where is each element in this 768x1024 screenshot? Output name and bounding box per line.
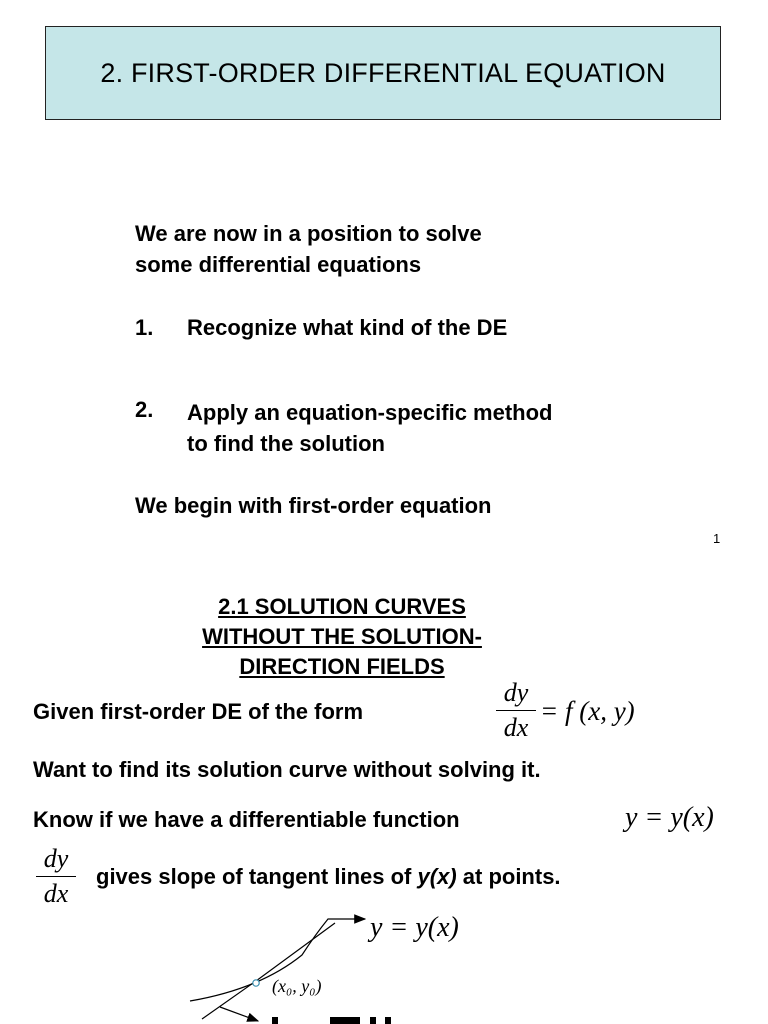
- cut-off-text-fragment: [272, 1017, 278, 1024]
- slope-text-pre: gives slope of tangent lines of: [96, 864, 412, 889]
- tangent-arrow: [220, 1007, 258, 1021]
- cut-off-text-fragment: [385, 1017, 391, 1024]
- know-text: Know if we have a differentiable function: [33, 807, 460, 832]
- intro-line-1: We are now in a position to solve: [135, 221, 482, 246]
- fraction-bar: [496, 710, 536, 711]
- slope-fraction-denominator: dx: [43, 879, 69, 908]
- tangent-line: [202, 923, 335, 1019]
- want-text: Want to find its solution curve without solving it.: [33, 757, 541, 782]
- step-2-number: 2.: [135, 397, 154, 422]
- tangent-diagram: [180, 905, 540, 1024]
- slope-fraction: [36, 846, 76, 907]
- page-number: 1: [713, 531, 721, 546]
- slide-title-box: [45, 26, 721, 120]
- given-fraction: [496, 680, 536, 741]
- cut-off-text-fragment: [370, 1017, 376, 1024]
- section-heading-line-1: 2.1 SOLUTION CURVES: [218, 594, 466, 619]
- given-fraction-denominator: dx: [503, 713, 529, 742]
- diagram-point-label: (x₀, y₀): [272, 976, 322, 996]
- intro-text: [135, 218, 482, 280]
- step-2-line-2: to find the solution: [187, 431, 385, 456]
- slide-title: 2. FIRST-ORDER DIFFERENTIAL EQUATION: [100, 57, 666, 88]
- step-2-line-1: Apply an equation-specific method: [187, 400, 553, 425]
- given-text: Given first-order DE of the form: [33, 699, 364, 724]
- closing-text: We begin with first-order equation: [135, 493, 492, 518]
- know-equation: y = y(x): [625, 802, 714, 833]
- intro-line-2: some differential equations: [135, 252, 422, 277]
- point-marker: [253, 980, 259, 986]
- section-heading-line-2: WITHOUT THE SOLUTION-: [202, 624, 482, 649]
- slope-text-post: at points.: [462, 864, 561, 889]
- given-fraction-numerator: dy: [503, 678, 529, 707]
- diagram-curve-label: y = y(x): [370, 912, 459, 943]
- cut-off-text-fragment: [330, 1017, 360, 1024]
- section-heading-line-3: DIRECTION FIELDS: [239, 654, 445, 679]
- step-1-text: Recognize what kind of the DE: [187, 315, 508, 340]
- slope-text: [96, 864, 561, 890]
- slope-text-variable: y(x): [417, 864, 457, 889]
- step-2-text: [187, 397, 552, 459]
- fraction-bar: [36, 876, 76, 877]
- step-1-number: 1.: [135, 315, 154, 340]
- slope-fraction-numerator: dy: [43, 844, 69, 873]
- section-heading: [142, 592, 542, 682]
- given-equation-rhs: = f (x, y): [540, 696, 635, 726]
